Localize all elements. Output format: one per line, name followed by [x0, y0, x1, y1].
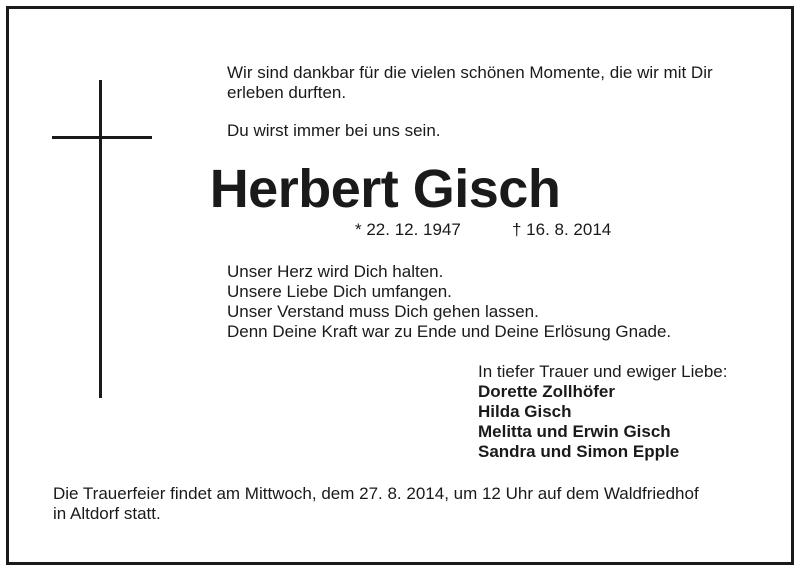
intro-text: [227, 63, 713, 103]
intro-line: erleben durften.: [227, 83, 347, 102]
mourner-name: Melitta und Erwin Gisch: [478, 422, 671, 441]
cross-vertical-beam: [99, 80, 102, 398]
verse-line: Unsere Liebe Dich umfangen.: [227, 282, 452, 301]
cross-horizontal-beam: [52, 136, 152, 139]
deceased-name-text: Herbert Gisch: [209, 159, 561, 219]
deceased-name: [0, 158, 800, 220]
funeral-line: Die Trauerfeier findet am Mittwoch, dem 27. 8. 2014, um 12 Uhr auf dem Waldfriedhof: [53, 484, 699, 503]
birth-date: * 22. 12. 1947: [355, 220, 461, 239]
death-date: † 16. 8. 2014: [512, 220, 612, 239]
funeral-notice: [53, 484, 699, 524]
intro-line: Wir sind dankbar für die vielen schönen Momente, die wir mit Dir: [227, 63, 713, 82]
verse-text: [227, 262, 671, 342]
mourner-name: Dorette Zollhöfer: [478, 382, 615, 401]
promise-text: Du wirst immer bei uns sein.: [227, 121, 441, 140]
mourner-name: Sandra und Simon Epple: [478, 442, 680, 461]
funeral-line: in Altdorf statt.: [53, 504, 161, 523]
verse-line: Unser Herz wird Dich halten.: [227, 262, 444, 281]
mourner-name: Hilda Gisch: [478, 402, 572, 421]
verse-line: Unser Verstand muss Dich gehen lassen.: [227, 302, 539, 321]
mourners-intro: In tiefer Trauer und ewiger Liebe:: [478, 362, 728, 381]
mourners-block: [478, 362, 727, 462]
verse-line: Denn Deine Kraft war zu Ende und Deine Erlösung Gnade.: [227, 322, 672, 341]
